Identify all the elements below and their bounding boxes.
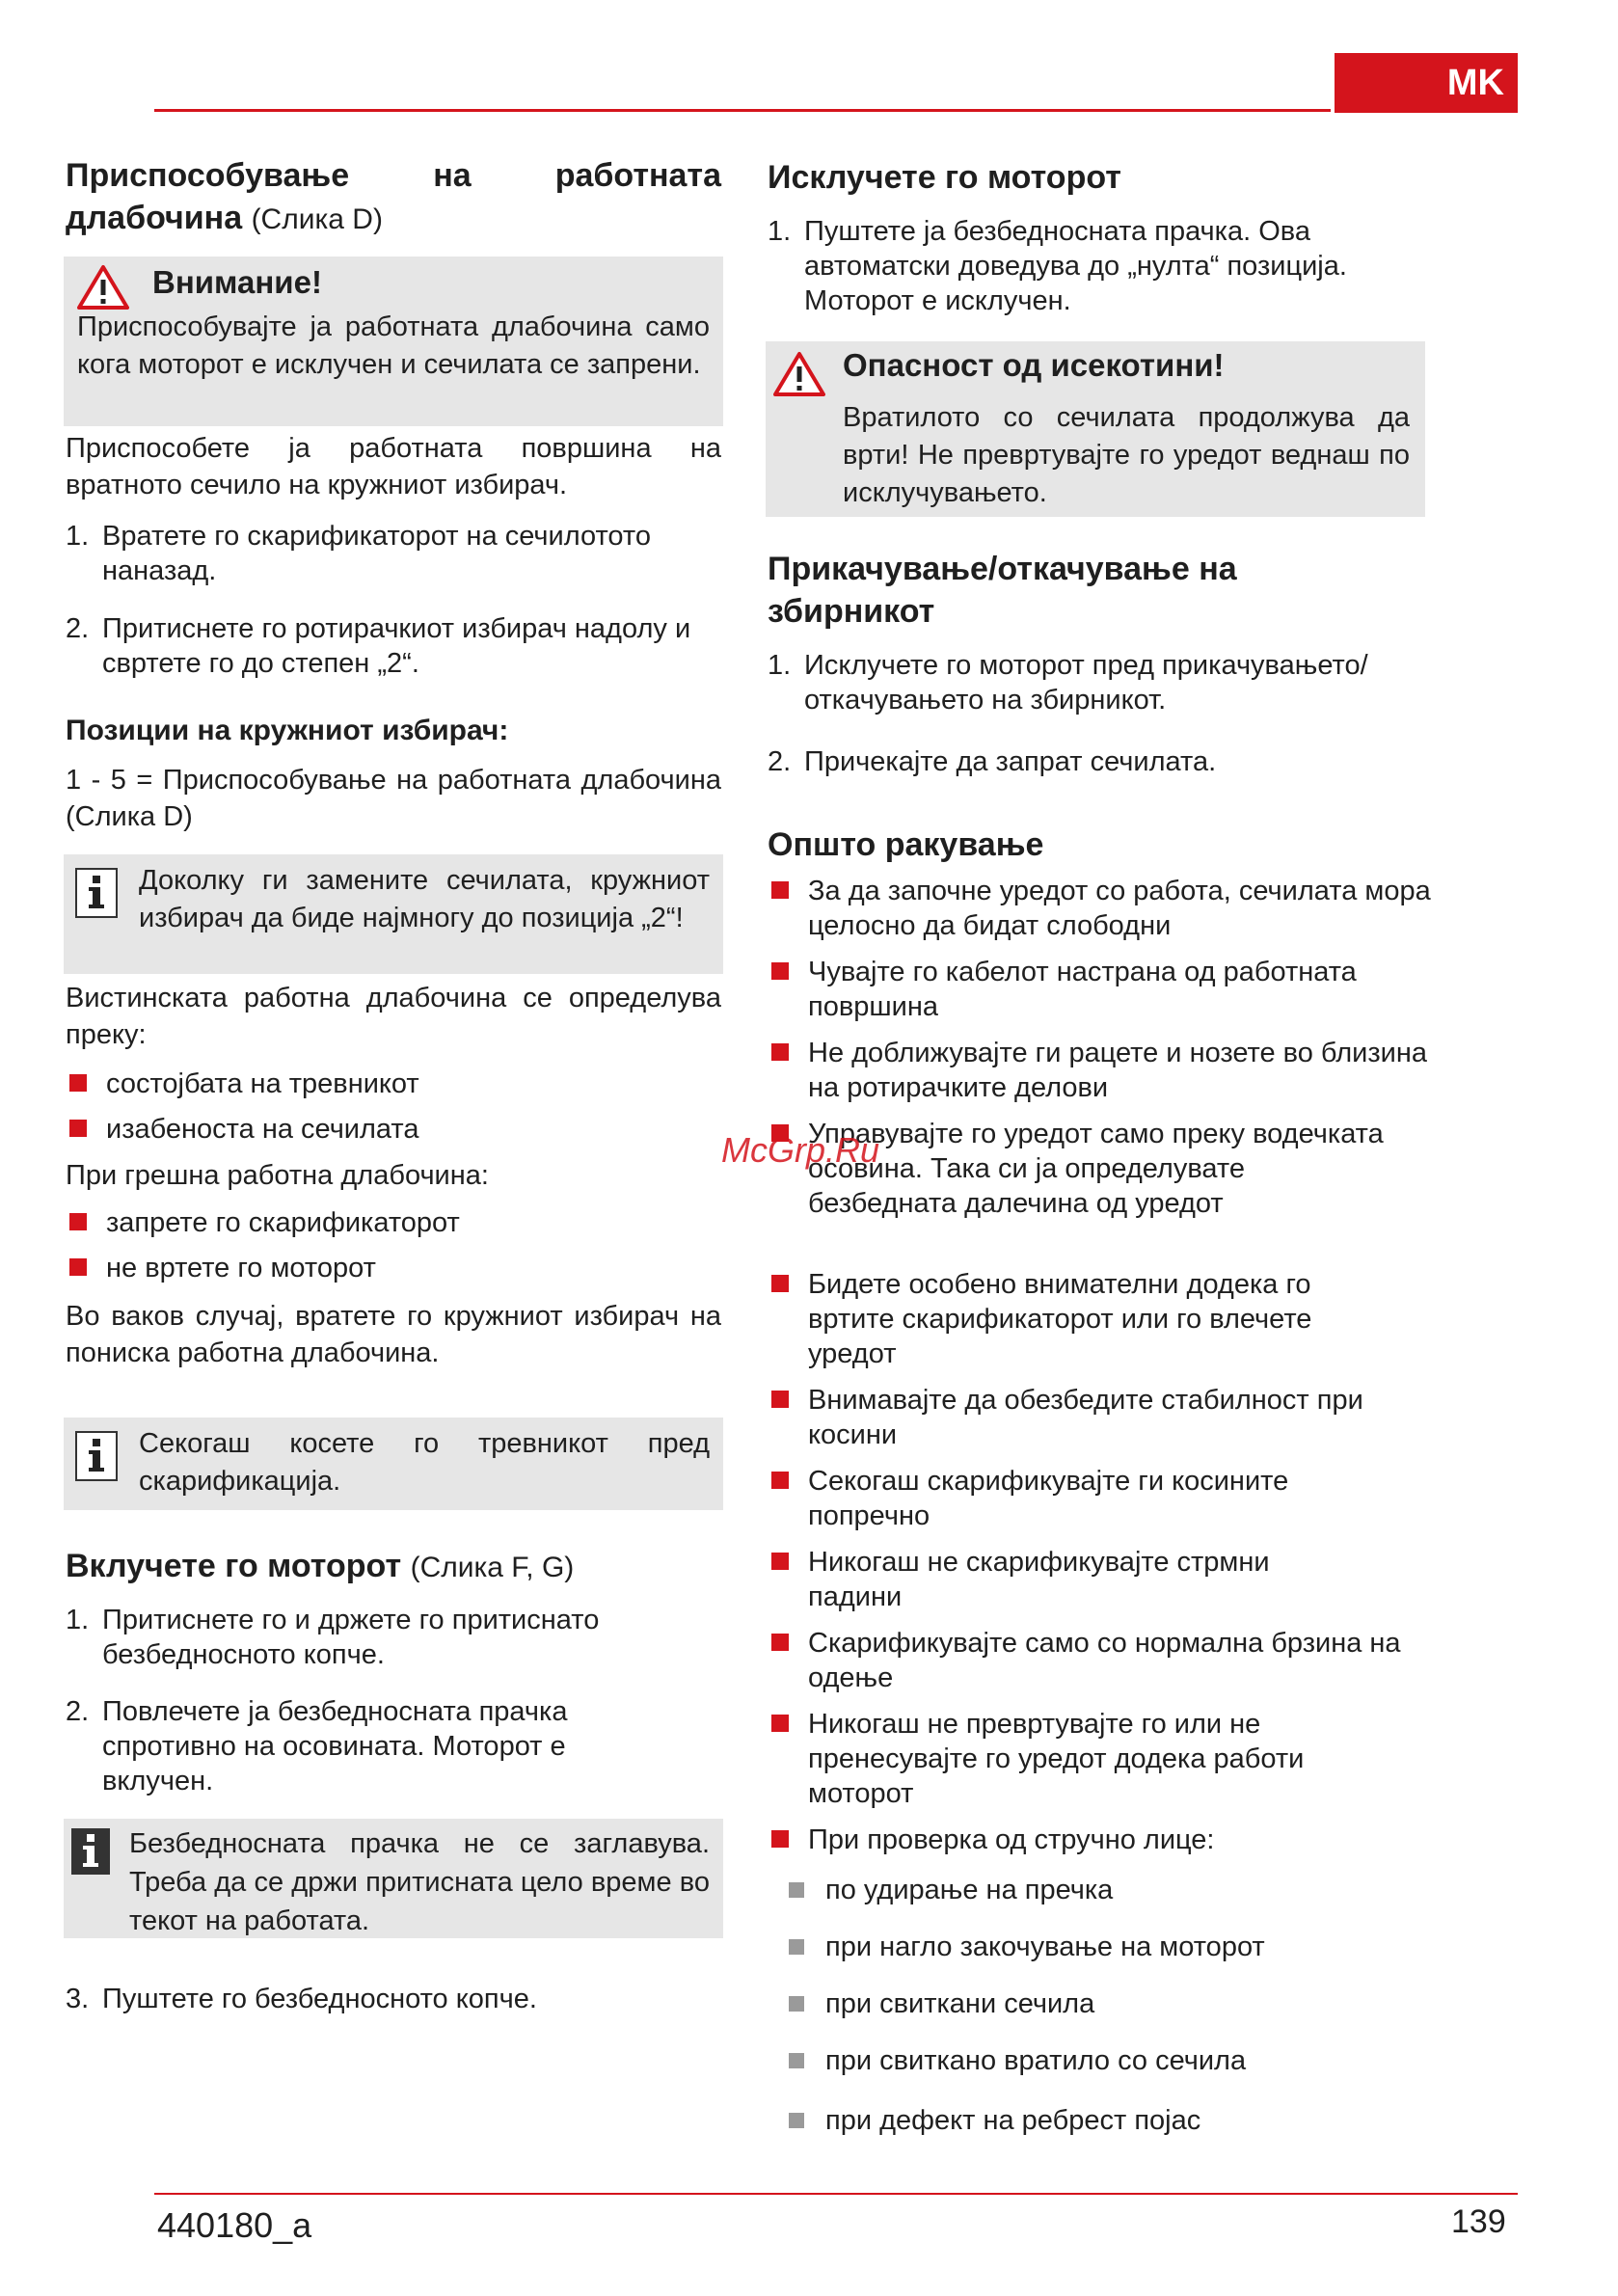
warning-triangle-icon — [773, 351, 825, 402]
red-square-bullet — [771, 1043, 789, 1061]
warning-title: Внимание! — [152, 264, 322, 300]
red-square-bullet — [69, 1120, 87, 1137]
rule-stability-slopes: Внимавајте да обезбедите стабилност при косини — [768, 1383, 1433, 1452]
step-1: 1. Вратете го скарификаторот на сечилотото наназад. — [66, 521, 651, 586]
info-box-blades — [64, 854, 723, 974]
check-motor-brake: при нагло закочување на моторот — [768, 1930, 1265, 1964]
start-step-1: 1. Притиснете го и држете го притиснато безбедносното копче. — [66, 1605, 600, 1670]
red-square-bullet — [69, 1258, 87, 1276]
rule-careful-turning: Бидете особено внимателни додека го вртите скарификаторот или го влечете уредот — [768, 1267, 1385, 1371]
red-square-bullet — [771, 962, 789, 980]
rule-expert-check: При проверка од стручно лице: — [768, 1823, 1433, 1857]
bullet-do-not-turn-motor: не вртете го моторот — [66, 1251, 376, 1285]
info-text: Доколку ги замените сечилата, кружниот избирач да биде најмногу до позиција „2“! — [139, 865, 710, 933]
start-step-3: 3. Пуштете го безбедносното копче. — [66, 1984, 537, 2014]
check-obstacle: по удирање на пречка — [768, 1873, 1113, 1907]
info-icon — [75, 1431, 118, 1481]
red-square-bullet — [771, 881, 789, 899]
paragraph-lower-depth: Во ваков случај, вратете го кружниот избирач на пониска работна длабочина. — [66, 1301, 721, 1368]
section-work-depth-title — [66, 154, 721, 241]
positions-text: 1 - 5 = Приспособување на работната длабочина (Слика D) — [66, 765, 721, 832]
collector-step-1: 1. Исклучете го моторот пред прикачувањето/откачувањето на збирникот. — [768, 650, 1368, 716]
section-start-motor-title: Вклучете го моторот (Слика F, G) — [66, 1548, 575, 1584]
rule-cable-away: Чувајте го кабелот настрана од работната површина — [768, 955, 1433, 1024]
header-rule — [154, 109, 1331, 112]
bullet-lawn-condition: состојбата на тревникот — [66, 1067, 419, 1101]
step-2: 2. Притиснете го ротирачкиот избирач надолу и свртете го до степен „2“. — [66, 613, 691, 679]
collector-title-line2: збирникот — [768, 593, 935, 630]
warning-box-cuts — [766, 341, 1425, 517]
red-square-bullet — [771, 1275, 789, 1292]
rule-no-tilting-running: Никогаш не превртувајте го или не пренесувајте го уредот додека работи моторот — [768, 1707, 1385, 1811]
paragraph-actual-depth: Вистинската работна длабочина се определува преку: — [66, 983, 721, 1050]
rule-slopes-across: Секогаш скарификувајте ги косините попречно — [768, 1464, 1385, 1533]
warning-text: Приспособувајте ја работната длабочина само кога моторот е исклучен и сечилата се запрени. — [77, 311, 710, 380]
info-box-mow-first — [64, 1418, 723, 1510]
section-title-line2: длабочина (Слика D) — [66, 200, 383, 236]
red-square-bullet — [771, 1715, 789, 1732]
gray-square-bullet — [789, 2053, 804, 2068]
rule-guide-handle: Управувајте го уредот само преку водечката осовина. Така си ја определувате безбедната далечина од уредот — [768, 1117, 1385, 1221]
rule-hands-feet: Не доближувајте ги рацете и нозете во близина на ротирачките делови — [768, 1036, 1433, 1105]
gray-square-bullet — [789, 1882, 804, 1898]
bullet-stop-scarifier: запрете го скарификаторот — [66, 1205, 460, 1240]
gray-square-bullet — [789, 2113, 804, 2128]
footer-rule — [154, 2193, 1518, 2195]
collector-step-2: 2. Причекајте да запрат сечилата. — [768, 746, 1217, 777]
red-square-bullet — [771, 1634, 789, 1651]
red-square-bullet — [771, 1391, 789, 1408]
rule-walking-speed: Скарификувајте само со нормална брзина на одење — [768, 1626, 1433, 1695]
red-square-bullet — [771, 1553, 789, 1570]
red-square-bullet — [69, 1074, 87, 1092]
language-tab: MK — [1335, 53, 1518, 113]
info-icon — [75, 868, 118, 918]
check-bent-shaft: при свиткано вратило со сечила — [768, 2043, 1246, 2078]
warning-title: Опасност од исекотини! — [843, 347, 1225, 383]
stop-step-1: 1. Пуштете ја безбедносната прачка. Ова автоматски доведува до „нулта“ позиција. Моторот е исклучен. — [768, 216, 1347, 316]
document-code: 440180_a — [157, 2205, 312, 2245]
rule-blades-free: За да започне уредот со работа, сечилата мора целосно да бидат слободни — [768, 874, 1433, 943]
info-text: Секогаш косете го тревникот пред скарификација. — [139, 1428, 710, 1497]
watermark: McGrp.Ru — [721, 1130, 880, 1170]
section-title-line1: Приспособување на работната — [66, 157, 721, 194]
paragraph-adjust-surface: Приспособете ја работната површина на вратното сечило на кружниот избирач. — [66, 433, 721, 500]
red-square-bullet — [771, 1830, 789, 1848]
collector-title-line1: Прикачување/откачување на — [768, 551, 1237, 587]
gray-square-bullet — [789, 1939, 804, 1955]
info-text: Безбедносната прачка не се заглавува. Треба да се држи притисната цело време во текот на работата. — [129, 1828, 710, 1936]
red-square-bullet — [771, 1472, 789, 1489]
warning-text: Вратилото со сечилата продолжува да врти! Не превртувајте го уредот веднаш по исклучувањето. — [843, 402, 1410, 508]
check-bent-blades: при свиткани сечила — [768, 1986, 1094, 2021]
warning-box-attention — [64, 257, 723, 426]
start-step-2: 2. Повлечете ја безбедносната прачка спротивно на осовината. Моторот е вклучен. — [66, 1696, 568, 1796]
info-box-safety-bar — [64, 1819, 723, 1938]
red-square-bullet — [69, 1213, 87, 1230]
positions-heading: Позиции на кружниот избирач: — [66, 715, 509, 746]
check-v-belt: при дефект на ребрест појас — [768, 2103, 1200, 2138]
gray-square-bullet — [789, 1996, 804, 2012]
section-general-handling-title: Општо ракување — [768, 826, 1044, 863]
page-number: 139 — [1451, 2203, 1506, 2240]
info-icon — [71, 1828, 110, 1875]
rule-no-steep-slopes: Никогаш не скарификувајте стрмни падини — [768, 1545, 1327, 1614]
section-stop-motor-title: Исклучете го моторот — [768, 159, 1121, 196]
section-collector-title — [768, 548, 1423, 633]
bullet-blade-wear: изабеноста на сечилата — [66, 1112, 419, 1147]
paragraph-wrong-depth: При грешна работна длабочина: — [66, 1160, 489, 1191]
